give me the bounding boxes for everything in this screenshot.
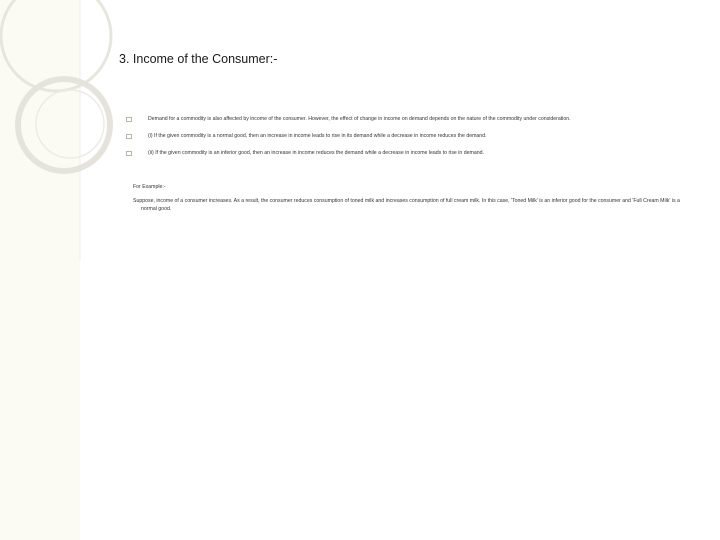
bullet-list (126, 115, 686, 158)
example-heading: For Example:- (133, 184, 166, 190)
bullet-item (126, 115, 686, 124)
square-bullet-icon (126, 151, 132, 156)
example-text: Suppose, income of a consumer increases. As a result, the consumer reduces consumption of toned milk and increases consumption of full cream milk. In this case, 'Toned Milk' is an inferior good for the consumer and 'Full Cream Milk' is a normal good. (133, 198, 680, 212)
square-bullet-icon (126, 134, 132, 139)
example-block (133, 183, 693, 213)
bullet-text: Demand for a commodity is also affected by income of the consumer. However, the effect of change in income on demand depends on the nature of the commodity under consideration. (148, 116, 571, 122)
square-bullet-icon (126, 117, 132, 122)
decorative-ring-small (36, 90, 104, 158)
bullet-item (126, 149, 686, 158)
bullet-text: (ii) If the given commodity is an inferior good, then an increase in income reduces the demand while a decrease in income leads to rise in demand. (148, 150, 484, 156)
bullet-text: (i) If the given commodity is a normal good, then an increase in income leads to rise in its demand while a decrease in income reduces the demand. (148, 133, 487, 139)
bullet-item (126, 132, 686, 141)
slide-title: 3. Income of the Consumer:- (119, 52, 278, 66)
